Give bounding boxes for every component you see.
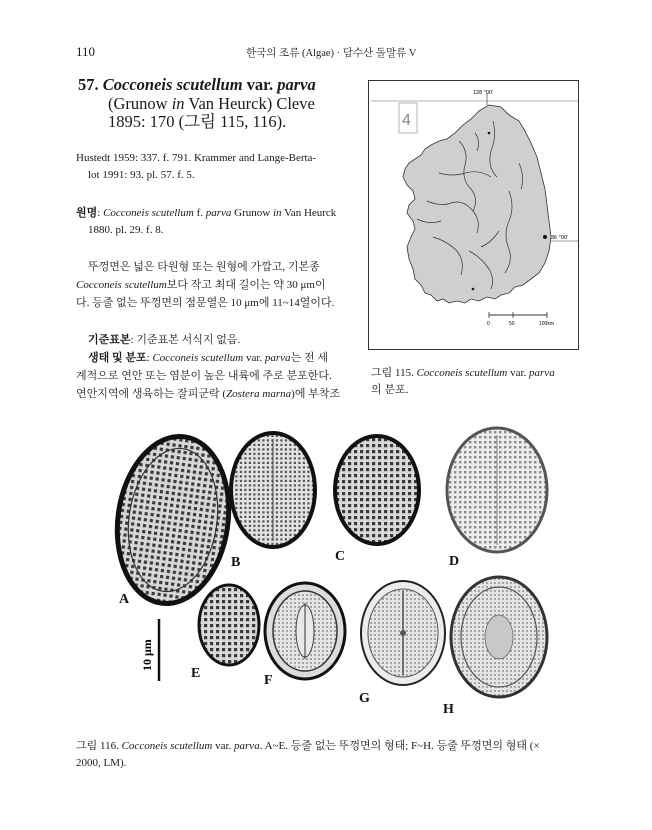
- caption115-variety: parva: [529, 367, 555, 379]
- caption115-species: Cocconeis scutellum: [416, 367, 508, 379]
- original-line-2: 1880. pl. 29. f. 8.: [88, 224, 164, 236]
- lat-label: 36 °00': [551, 235, 569, 241]
- micrograph-a: [113, 429, 239, 611]
- original-name: [76, 205, 361, 239]
- description-line-1: 뚜껑면은 넓은 타원형 또는 원형에 가깝고, 기본종: [88, 261, 320, 273]
- description-line-2-rest: 보다 작고 최대 길이는 약 30 μm이: [166, 279, 326, 291]
- ecology-line-3-species: Zostera marna: [226, 388, 292, 400]
- label-f: F: [264, 673, 273, 688]
- caption116-line-2: 2000, LM).: [76, 757, 127, 769]
- original-auth-b: Van Heurck: [281, 207, 337, 219]
- micrograph-b: [231, 433, 315, 547]
- ecology-variety: parva: [264, 352, 291, 364]
- running-title: 한국의 조류 (Algae) · 담수산 돌말류 V: [246, 48, 417, 59]
- description-line-3: 다. 등줄 없는 뚜껑면의 점문열은 10 μm에 11~14열이다.: [76, 297, 335, 309]
- specimen-ecology: [76, 331, 361, 403]
- caption116-variety: parva: [234, 740, 260, 752]
- ecology-line-2: 계적으로 연안 또는 염분이 높은 내륙에 주로 분포한다.: [76, 370, 332, 382]
- lon-label: 128 °00': [473, 90, 494, 96]
- micrograph-h: [451, 577, 547, 697]
- year-line: 1895: 170 (그림 115, 116).: [108, 112, 287, 131]
- figure-115-caption: [371, 365, 586, 399]
- inset-box-number: 4: [402, 112, 411, 129]
- sample-point: [472, 288, 475, 291]
- reference-line-2: lot 1991: 93. pl. 57. f. 5.: [88, 169, 195, 181]
- label-e: E: [191, 666, 201, 681]
- type-specimen: [76, 331, 361, 349]
- micrograph-c: [335, 436, 419, 544]
- references: [76, 150, 361, 184]
- label-g: G: [359, 691, 370, 706]
- original-auth-in: in: [272, 207, 282, 219]
- caption115-prefix: 그림 115.: [371, 367, 417, 379]
- label-h: H: [443, 702, 454, 717]
- scale-0: 0: [487, 321, 490, 327]
- authority-b: Van Heurck) Cleve: [184, 93, 315, 113]
- label-c: C: [335, 549, 346, 564]
- variety-name: parva: [277, 75, 316, 94]
- description: [76, 258, 361, 312]
- species-name: Cocconeis scutellum: [102, 75, 243, 94]
- sample-point: [488, 132, 491, 135]
- scale-bar-label: 10 μm: [140, 639, 154, 671]
- type-label: 기준표본: [88, 334, 131, 346]
- var-label: var.: [246, 75, 274, 94]
- page-number: 110: [76, 44, 96, 59]
- label-d: D: [449, 554, 460, 569]
- original-species: Cocconeis scutellum: [103, 207, 194, 219]
- ecology-species: Cocconeis scutellum: [152, 352, 244, 364]
- ecology-label: 생태 및 분포: [88, 352, 147, 364]
- authority-in: in: [171, 93, 185, 113]
- caption116-rest: . A~E. 등줄 없는 뚜껑면의 형태; F~H. 등줄 뚜껑면의 형태 (×: [259, 740, 540, 752]
- caption115-line-2: 의 분포.: [371, 384, 409, 396]
- authority-line: [78, 95, 368, 114]
- ecology-var: var.: [243, 352, 265, 364]
- micrograph-plate: [113, 425, 553, 725]
- figure-116-micrographs: [113, 425, 553, 725]
- species-title: [78, 76, 368, 132]
- figure-116-caption: [76, 738, 586, 772]
- micrograph-e: [199, 585, 259, 665]
- label-b: B: [231, 555, 241, 570]
- ecology-line-1: [76, 349, 361, 367]
- sample-point: [543, 235, 547, 239]
- peninsula-land: [403, 105, 551, 303]
- type-text: : 기준표본 서식지 없음.: [130, 334, 241, 346]
- original-auth-a: Grunow: [231, 207, 273, 219]
- caption115-var: var.: [507, 367, 530, 379]
- micrograph-d: [447, 428, 547, 552]
- micrograph-g: [361, 581, 445, 685]
- scale-bar: [487, 312, 554, 327]
- reference-line-1: Hustedt 1959: 337. f. 791. Krammer and Lange-Berta-: [76, 152, 317, 164]
- ecology-colon: :: [146, 352, 153, 364]
- scale-50: 50: [509, 321, 515, 327]
- caption116-prefix: 그림 116.: [76, 740, 122, 752]
- distribution-map: [368, 80, 579, 350]
- ecology-line-3-a: 연안지역에 생육하는 잘피군락 (: [76, 388, 227, 400]
- original-label: 원명: [76, 207, 98, 219]
- ecology-line-3-b: )에 부착조: [291, 388, 341, 400]
- ecology-line-3: [76, 385, 361, 403]
- label-a: A: [119, 592, 130, 607]
- caption116-var: var.: [212, 740, 235, 752]
- korea-map-svg: [369, 81, 578, 349]
- original-colon: :: [97, 207, 104, 219]
- original-rank: f.: [193, 207, 206, 219]
- description-species: Cocconeis scutellum: [76, 279, 167, 291]
- ecology-line-1-end: 는 전 세: [290, 352, 328, 364]
- caption116-species: Cocconeis scutellum: [121, 740, 213, 752]
- original-rank-name: parva: [205, 207, 232, 219]
- scale-100: 100km: [539, 321, 555, 327]
- micrograph-f: [265, 583, 345, 679]
- description-line-2: [76, 276, 361, 294]
- authority-a: (Grunow: [108, 93, 172, 113]
- entry-number: 57.: [78, 75, 99, 94]
